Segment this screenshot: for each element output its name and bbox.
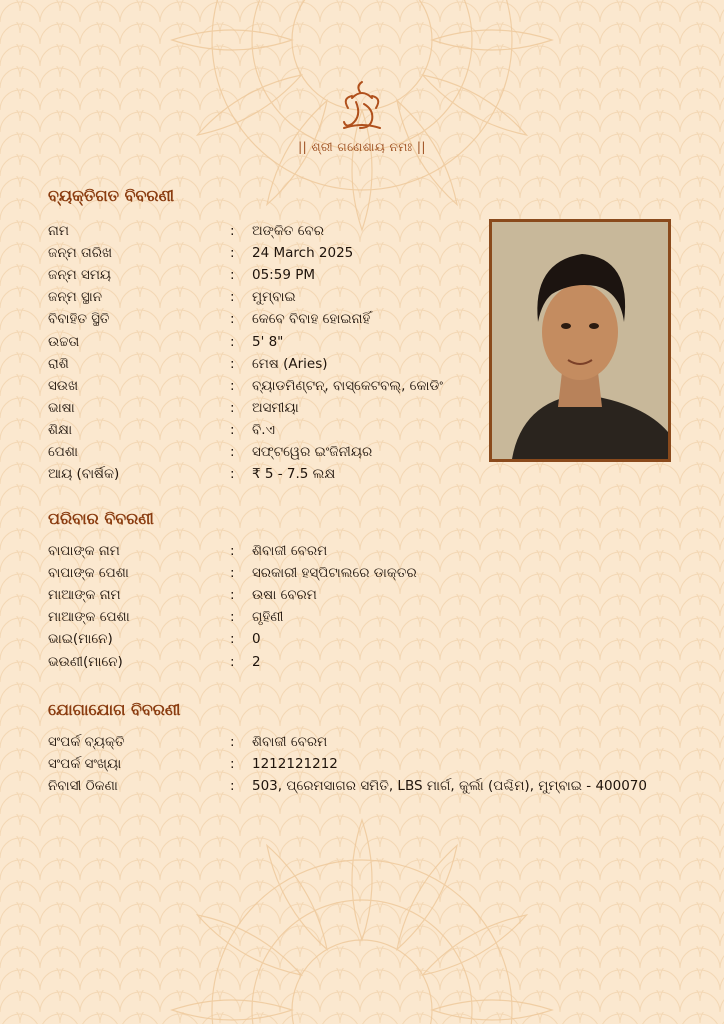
detail-label: ଭଉଣୀ(ମାନେ) bbox=[48, 653, 123, 670]
detail-value: ବ୍ୟାଡମିଣ୍ଟନ୍, ବାସ୍କେଟବଲ୍, କୋଡିଂ bbox=[252, 377, 443, 394]
detail-label: ଆୟ (ବାର୍ଷିକ) bbox=[48, 466, 120, 483]
detail-label: ଭାଷା bbox=[48, 399, 75, 416]
detail-value: ମୁମ୍ବାଇ bbox=[252, 289, 296, 306]
detail-label: ସଂପର୍କ ବ୍ୟକ୍ତି bbox=[48, 734, 125, 750]
detail-colon: : bbox=[230, 587, 235, 604]
detail-value: ଶିବାଜୀ ବେରମ bbox=[252, 543, 328, 559]
detail-label: ଉଚ୍ଚତା bbox=[48, 333, 80, 350]
detail-label: ଶିକ୍ଷା bbox=[48, 421, 73, 438]
detail-label: ସଂପର୍କ ସଂଖ୍ୟା bbox=[48, 756, 122, 773]
family-detail-row bbox=[48, 562, 417, 584]
section-title-family: ପରିବାର ବିବରଣୀ bbox=[48, 509, 154, 528]
detail-value: କେବେ ବିବାହ ହୋଇନାହିଁ bbox=[252, 311, 371, 328]
detail-colon: : bbox=[230, 421, 235, 438]
personal-detail-row bbox=[48, 308, 370, 330]
contact-detail-row bbox=[48, 753, 338, 775]
detail-colon: : bbox=[230, 399, 235, 416]
detail-label: ଜନ୍ମ ସ୍ଥାନ bbox=[48, 289, 102, 306]
detail-colon: : bbox=[230, 245, 235, 262]
family-detail-row bbox=[48, 584, 317, 606]
detail-label: ବାପାଙ୍କ ନାମ bbox=[48, 543, 120, 559]
family-detail-row bbox=[48, 606, 283, 628]
personal-detail-row bbox=[48, 375, 443, 397]
detail-colon: : bbox=[230, 631, 235, 648]
section-title-personal: ବ୍ୟକ୍ତିଗତ ବିବରଣୀ bbox=[48, 186, 175, 205]
detail-colon: : bbox=[230, 543, 235, 559]
detail-colon: : bbox=[230, 778, 235, 795]
detail-value: ବି.ଏ bbox=[252, 421, 275, 438]
detail-label: ନିବାସୀ ଠିକଣା bbox=[48, 778, 118, 795]
detail-colon: : bbox=[230, 466, 235, 483]
detail-colon: : bbox=[230, 311, 235, 328]
section-title-contact: ଯୋଗାଯୋଗ ବିବରଣୀ bbox=[48, 700, 181, 719]
personal-detail-row bbox=[48, 264, 315, 286]
personal-detail-row bbox=[48, 397, 299, 419]
detail-colon: : bbox=[230, 377, 235, 394]
detail-value: ଗୃହିଣୀ bbox=[252, 609, 284, 626]
detail-colon: : bbox=[230, 355, 235, 372]
detail-label: ବାପାଙ୍କ ପେଶା bbox=[48, 565, 129, 582]
detail-value: ସଫ୍ଟୱେର ଇଂଜିନୀୟର bbox=[252, 444, 373, 460]
detail-value: ଅସମୀୟା bbox=[252, 399, 299, 416]
detail-value: ଉଷା ବେରମ bbox=[252, 587, 317, 604]
detail-label: ମାଆଙ୍କ ପେଶା bbox=[48, 609, 130, 626]
family-detail-row bbox=[48, 540, 327, 562]
detail-value: 0 bbox=[252, 631, 261, 648]
detail-colon: : bbox=[230, 223, 235, 239]
detail-colon: : bbox=[230, 565, 235, 582]
personal-detail-row bbox=[48, 242, 353, 264]
personal-detail-row bbox=[48, 441, 372, 463]
detail-colon: : bbox=[230, 734, 235, 750]
detail-value: 503, ପ୍ରେମସାଗର ସମିତି, LBS ମାର୍ଗ, କୁର୍ଲା (ପଶ୍ଚିମ), ମୁମ୍ବାଇ - 400070 bbox=[252, 778, 647, 795]
detail-colon: : bbox=[230, 609, 235, 626]
personal-detail-row bbox=[48, 353, 328, 375]
detail-colon: : bbox=[230, 653, 235, 670]
detail-value: ଅଙ୍କିତ ବେର bbox=[252, 223, 324, 239]
detail-value: 5' 8" bbox=[252, 333, 284, 350]
personal-detail-row bbox=[48, 331, 283, 353]
detail-label: ରାଶି bbox=[48, 355, 69, 372]
detail-value: ମେଷ (Aries) bbox=[252, 355, 328, 372]
profile-photo bbox=[492, 222, 668, 459]
detail-value: ₹ 5 - 7.5 ଲକ୍ଷ bbox=[252, 466, 336, 483]
detail-label: ଜନ୍ମ ତାରିଖ bbox=[48, 245, 113, 262]
detail-value: ସରକାରୀ ହସ୍ପିଟାଲରେ ଡାକ୍ତର bbox=[252, 565, 417, 582]
detail-value: 05:59 PM bbox=[252, 267, 315, 284]
detail-label: ଭାଇ(ମାନେ) bbox=[48, 631, 113, 648]
detail-value: ଶିବାଜୀ ବେରମ bbox=[252, 734, 328, 750]
personal-detail-row bbox=[48, 419, 275, 441]
detail-colon: : bbox=[230, 289, 235, 306]
detail-value: 1212121212 bbox=[252, 756, 338, 773]
detail-colon: : bbox=[230, 333, 235, 350]
detail-colon: : bbox=[230, 267, 235, 284]
family-detail-row bbox=[48, 628, 261, 650]
contact-detail-row bbox=[48, 775, 647, 797]
detail-colon: : bbox=[230, 756, 235, 773]
detail-label: ପେଶା bbox=[48, 444, 78, 460]
personal-detail-row bbox=[48, 463, 335, 485]
profile-photo-illustration bbox=[492, 222, 668, 459]
contact-detail-row bbox=[48, 731, 327, 753]
detail-label: ଜନ୍ମ ସମୟ bbox=[48, 267, 112, 284]
detail-label: ସଉଖ bbox=[48, 377, 79, 394]
detail-value: 2 bbox=[252, 653, 261, 670]
personal-detail-row bbox=[48, 286, 296, 308]
detail-label: ମାଆଙ୍କ ନାମ bbox=[48, 587, 121, 604]
detail-label: ନାମ bbox=[48, 223, 69, 239]
photo-frame bbox=[489, 219, 671, 462]
family-detail-row bbox=[48, 651, 261, 673]
personal-detail-row bbox=[48, 220, 324, 242]
ganesha-icon bbox=[338, 78, 386, 134]
mantra-text: || ଶ୍ରୀ ଗଣେଶାୟ ନମଃ || bbox=[298, 140, 426, 154]
detail-colon: : bbox=[230, 444, 235, 460]
detail-value: 24 March 2025 bbox=[252, 245, 354, 262]
detail-label: ବିବାହିତ ସ୍ଥିତି bbox=[48, 311, 110, 328]
